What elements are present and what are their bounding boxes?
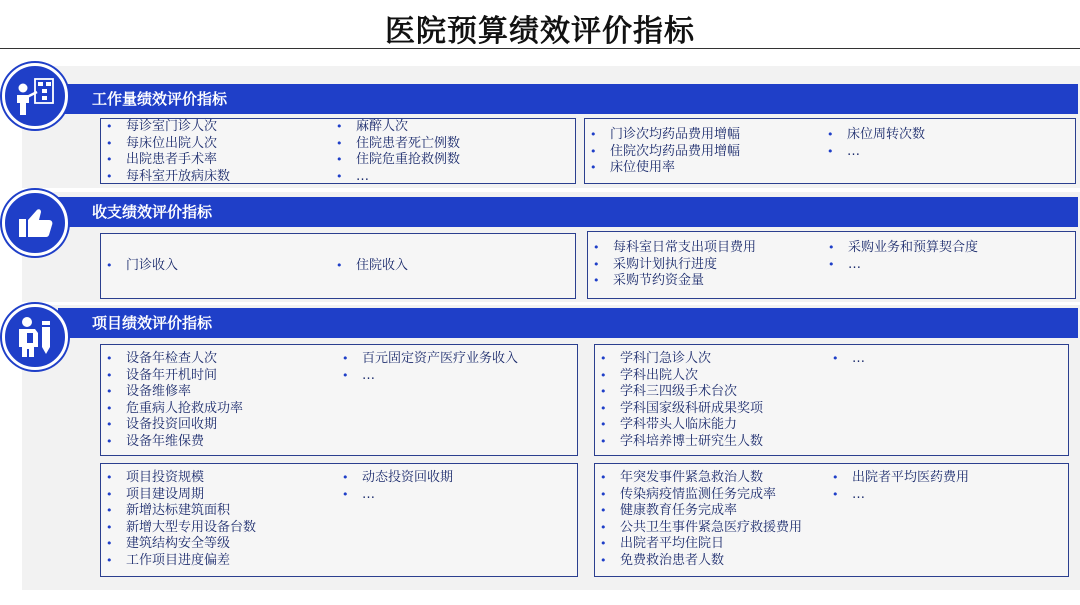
- list-item: • …: [340, 487, 453, 504]
- list-item: • 门诊收入: [104, 258, 178, 275]
- list-item: • 健康教育任务完成率: [598, 503, 802, 520]
- list-item: • 工作项目进度偏差: [104, 553, 256, 570]
- workload-left-col1: [104, 119, 230, 185]
- person-with-pencil-icon: [2, 304, 68, 370]
- list-item: • 设备投资回收期: [104, 417, 243, 434]
- list-item: • 传染病疫情监测任务完成率: [598, 487, 802, 504]
- list-item: • 出院患者手术率: [104, 152, 230, 169]
- list-item: • 住院患者死亡例数: [334, 136, 460, 153]
- workload-right-col1: [588, 127, 740, 177]
- list-item: • …: [830, 487, 969, 504]
- list-item: • 学科门急诊人次: [598, 351, 763, 368]
- list-item: • …: [340, 368, 518, 385]
- list-item: • 免费救治患者人数: [598, 553, 802, 570]
- project-box4-col1: [598, 470, 802, 569]
- list-item: • 采购业务和预算契合度: [826, 240, 978, 257]
- list-item: • 住院收入: [334, 258, 408, 275]
- list-item: • 建筑结构安全等级: [104, 536, 256, 553]
- list-item: • …: [825, 144, 925, 161]
- finance-left-col2: [334, 258, 408, 275]
- list-item: • …: [830, 351, 865, 368]
- list-item: • 采购节约资金量: [591, 273, 756, 290]
- list-item: • …: [334, 169, 460, 186]
- project-box2-col1: [598, 351, 763, 450]
- list-item: • 学科培养博士研究生人数: [598, 434, 763, 451]
- workload-right-col2: [825, 127, 925, 160]
- project-box4-col2: [830, 470, 969, 503]
- list-item: • 床位使用率: [588, 160, 740, 177]
- list-item: • 出院者平均医药费用: [830, 470, 969, 487]
- list-item: • 学科带头人临床能力: [598, 417, 763, 434]
- list-item: • 新增大型专用设备台数: [104, 520, 256, 537]
- list-item: • 出院者平均住院日: [598, 536, 802, 553]
- project-header: 项目绩效评价指标: [58, 308, 1078, 338]
- presenter-chart-icon: [2, 63, 68, 129]
- thumbs-up-icon: [2, 190, 68, 256]
- list-item: • 每床位出院人次: [104, 136, 230, 153]
- finance-right-col1: [591, 240, 756, 290]
- list-item: • 动态投资回收期: [340, 470, 453, 487]
- project-box1-col2: [340, 351, 518, 384]
- list-item: • 每诊室门诊人次: [104, 119, 230, 136]
- list-item: • 住院次均药品费用增幅: [588, 144, 740, 161]
- list-item: • 床位周转次数: [825, 127, 925, 144]
- list-item: • 每科室开放病床数: [104, 169, 230, 186]
- list-item: • 新增达标建筑面积: [104, 503, 256, 520]
- list-item: • 每科室日常支出项目费用: [591, 240, 756, 257]
- list-item: • 设备年开机时间: [104, 368, 243, 385]
- list-item: • 学科出院人次: [598, 368, 763, 385]
- finance-left-col1: [104, 258, 178, 275]
- workload-left-col2: [334, 119, 460, 185]
- page-title: 医院预算绩效评价指标: [385, 14, 695, 49]
- finance-header: 收支绩效评价指标: [58, 197, 1078, 227]
- list-item: • 设备年检查人次: [104, 351, 243, 368]
- workload-header: 工作量绩效评价指标: [58, 84, 1078, 114]
- list-item: • 项目建设周期: [104, 487, 256, 504]
- list-item: • …: [826, 257, 978, 274]
- project-box2-col2: [830, 351, 865, 368]
- list-item: • 危重病人抢救成功率: [104, 401, 243, 418]
- finance-right-col2: [826, 240, 978, 273]
- list-item: • 年突发事件紧急救治人数: [598, 470, 802, 487]
- list-item: • 百元固定资产医疗业务收入: [340, 351, 518, 368]
- list-item: • 学科国家级科研成果奖项: [598, 401, 763, 418]
- list-item: • 学科三四级手术台次: [598, 384, 763, 401]
- list-item: • 住院危重抢救例数: [334, 152, 460, 169]
- list-item: • 公共卫生事件紧急医疗救援费用: [598, 520, 802, 537]
- title-divider: [0, 48, 1080, 49]
- project-box3-col2: [340, 470, 453, 503]
- list-item: • 麻醉人次: [334, 119, 460, 136]
- list-item: • 设备维修率: [104, 384, 243, 401]
- list-item: • 设备年维保费: [104, 434, 243, 451]
- list-item: • 采购计划执行进度: [591, 257, 756, 274]
- list-item: • 项目投资规模: [104, 470, 256, 487]
- project-box1-col1: [104, 351, 243, 450]
- project-box3-col1: [104, 470, 256, 569]
- list-item: • 门诊次均药品费用增幅: [588, 127, 740, 144]
